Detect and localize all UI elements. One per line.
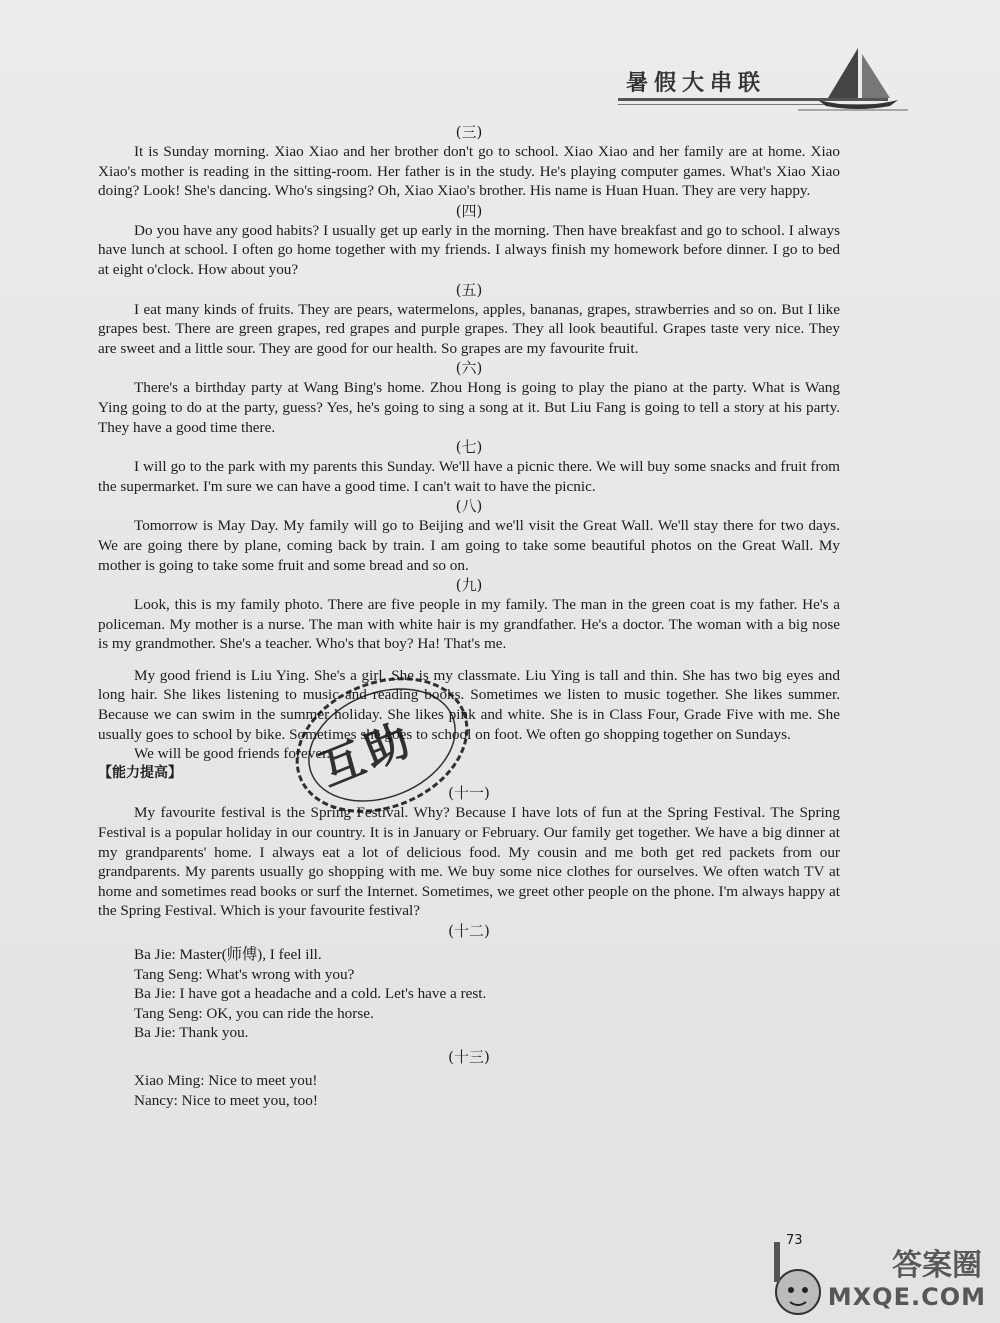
paragraph: There's a birthday party at Wang Bing's home. Zhou Hong is going to play the piano at the party. What is Wang Ying going to do at the party, guess? Yes, he's going to sing a song at it. But Liu Fang is going to tell a story at his party. They have a good time there. (98, 379, 840, 436)
section-heading: (三) (455, 123, 483, 141)
section-heading: (四) (455, 201, 483, 220)
section-heading: (五) (455, 280, 483, 299)
dialog-line: Nancy: Nice to meet you, too! (134, 1091, 318, 1109)
watermark-logo: 答案圈 (892, 1248, 982, 1283)
section-heading: (十三) (448, 1047, 490, 1066)
paragraph: My good friend is Liu Ying. She's a girl. She is my classmate. Liu Ying is tall and thin. She has two big eyes and long hair. She likes listening to music and reading books. Sometimes we listen to music together. She likes summer. Because we can swim in the summer holiday. She likes pink and white. She is in Class Four, Grade Five with me. She usually goes to school by bike. Sometimes she goes to school on foot. We often go shopping together on Sundays. (98, 666, 840, 743)
watermark-url: MXQE.COM (827, 1283, 986, 1311)
dialog-line: Ba Jie: Thank you. (134, 1024, 249, 1042)
section-heading: (七) (455, 438, 483, 457)
sailboat-icon (798, 40, 908, 120)
section-label: 【能力提高】 (98, 764, 182, 781)
paragraph: I will go to the park with my parents this Sunday. We'll have a picnic there. We will buy some snacks and fruit from the supermarket. I'm sure we can have a good time. I can't wait to have the picnic. (98, 458, 840, 495)
section-heading: (九) (455, 576, 483, 595)
paragraph: Look, this is my family photo. There are five people in my family. The man in the green coat is my father. He's a policeman. My mother is a nurse. The man with white hair is my grandfather. He's a doctor. The woman with a big nose is my grandmother. She's a teacher. Who's that boy? Ha! That's me. (98, 596, 840, 653)
dialog-line: Ba Jie: I have got a headache and a cold. Let's have a rest. (134, 985, 487, 1003)
section-group-2 (98, 783, 840, 921)
section-heading: (八) (455, 497, 483, 516)
dialog-13 (98, 1047, 840, 1110)
answer-content (98, 122, 840, 1110)
paragraph: It is Sunday morning. Xiao Xiao and her brother don't go to school. Xiao Xiao and her family are at home. Xiao Xiao's mother is reading in the sitting-room. Her father is in the study. He's playing computer games. What's Xiao Xiao doing? Look! She's dancing. Who's singsing? Oh, Xiao Xiao's brother. His name is Huan Huan. They are very happy. (98, 143, 840, 200)
section-group-1 (98, 122, 840, 764)
dialog-line: Xiao Ming: Nice to meet you! (134, 1071, 318, 1089)
section-heading: (十二) (448, 922, 490, 940)
dialog-line: Tang Seng: OK, you can ride the horse. (134, 1004, 374, 1022)
dialog-12 (98, 921, 840, 1043)
page-number: 73 (786, 1233, 803, 1248)
stamp-text: 互助 (312, 713, 421, 797)
paragraph: Tomorrow is May Day. My family will go to Beijing and we'll visit the Great Wall. We'll stay there for two days. We are going there by plane, coming back by train. I am going to take some beautiful photos on the Great Wall. My mother is going to take some fruit and some bread and so on. (98, 517, 840, 574)
dialog-line: Ba Jie: Master(师傅), I feel ill. (134, 946, 322, 963)
section-heading: (十一) (448, 784, 490, 803)
paragraph: I eat many kinds of fruits. They are pears, watermelons, apples, bananas, grapes, strawberries and so on. But I like grapes best. There are green grapes, red grapes and purple grapes. They all look beautiful. Grapes taste very nice. They are sweet and a little sour. They are good for our health. So grapes are my favourite fruit. (98, 300, 840, 357)
dialog-line: Tang Seng: What's wrong with you? (134, 965, 355, 983)
section-heading (98, 654, 840, 666)
page-header (618, 60, 888, 112)
paragraph: My favourite festival is the Spring Festival. Why? Because I have lots of fun at the Spring Festival. The Spring Festival is a popular holiday in our country. It is in January or February. Our family get together. We have a big dinner at my grandparents' home. I always eat a lot of delicious food. My cousin and me both get red packets from our grandparents. My parents usually go shopping with me. We buy some nice clothes for ourselves. We often watch TV at home and sometimes read books or surf the Internet. Sometimes, we greet other people on the phone. I'm always happy at the Spring Festival. Which is your favourite festival? (98, 804, 840, 920)
paragraph: Do you have any good habits? I usually get up early in the morning. Then have breakfast and go to school. I always have lunch at school. I often go home together with my friends. I always finish my homework before dinner. I go to bed at eight o'clock. How about you? (98, 221, 840, 278)
header-title: 暑假大串联 (626, 71, 767, 96)
section-heading: (六) (455, 359, 483, 378)
paragraph: We will be good friends forever. (134, 745, 331, 763)
